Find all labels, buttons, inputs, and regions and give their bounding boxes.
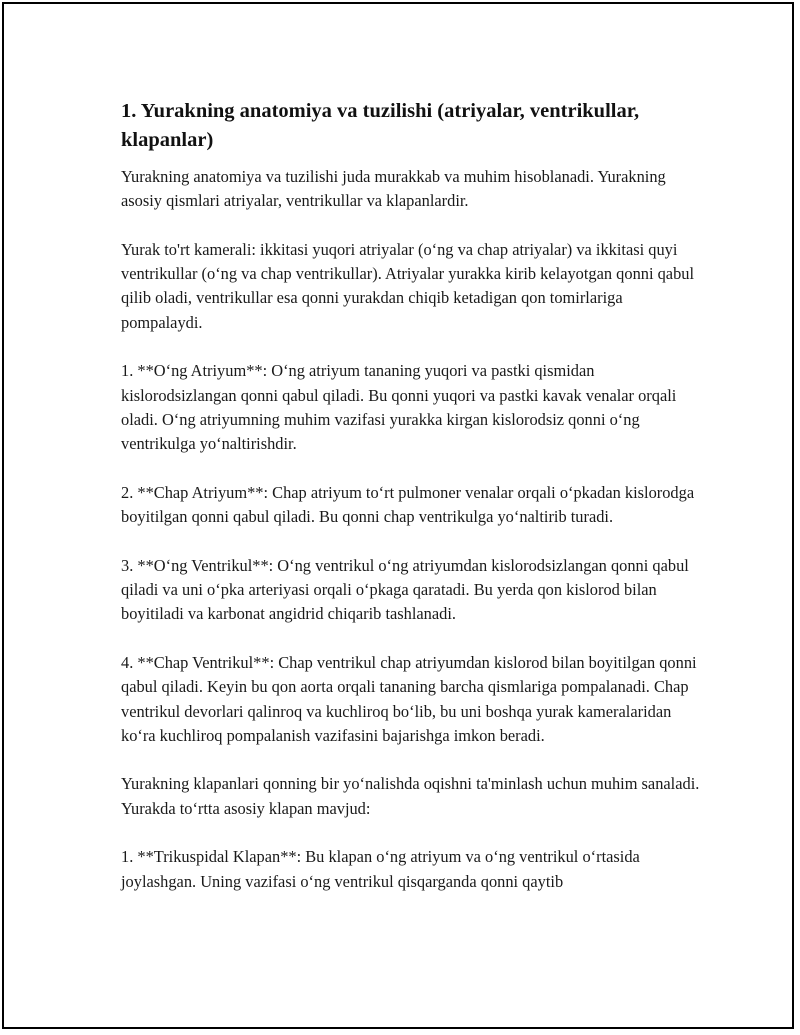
paragraph-left-atrium: 2. **Chap Atriyum**: Chap atriyum to‘rt pulmoner venalar orqali o‘pkadan kislorodga boyitilgan qonni qabul qiladi. Bu qonni chap ventrikulga yo‘naltirib turadi. — [121, 482, 695, 527]
paragraph-tricuspid-valve: 1. **Trikuspidal Klapan**: Bu klapan o‘ng atriyum va o‘ng ventrikul o‘rtasida joylashgan. Uning vazifasi o‘ng ventrikul qisqarganda qonni qaytib — [121, 847, 640, 891]
page — [2, 2, 794, 1029]
paragraph-right-ventricle: 3. **O‘ng Ventrikul**: O‘ng ventrikul o‘ng atriyumdan kislorodsizlangan qonni qabul qiladi va uni o‘pka arteriyasi orqali o‘pkaga qaratadi. Bu yerda qon kislorod bilan boyitiladi va karbonat angidrid chiqarib tashlanadi. — [121, 555, 689, 624]
paragraph-chambers: Yurak to'rt kamerali: ikkitasi yuqori atriyalar (o‘ng va chap atriyalar) va ikkitasi quyi ventrikullar (o‘ng va chap ventrikullar). Atriyalar yurakka kirib kelayotgan qonni qabul qilib oladi, ventrikullar esa qonni yurakdan chiqib ketadigan qon tomirlariga pompalaydi. — [121, 239, 695, 332]
paragraph-intro: Yurakning anatomiya va tuzilishi juda murakkab va muhim hisoblanadi. Yurakning asosiy qismlari atriyalar, ventrikullar va klapanlardir. — [121, 167, 666, 211]
paragraph-valves-intro: Yurakning klapanlari qonning bir yo‘nalishda oqishni ta'minlash uchun muhim sanaladi. Yurakda to‘rtta asosiy klapan mavjud: — [121, 774, 700, 818]
paragraph-left-ventricle: 4. **Chap Ventrikul**: Chap ventrikul chap atriyumdan kislorod bilan boyitilgan qonni qabul qiladi. Keyin bu qon aorta orqali tananing barcha qismlariga pompalanadi. Chap ventrikul devorlari qalinroq va kuchliroq bo‘lib, bu uni boshqa yurak kameralaridan ko‘ra kuchliroq pompalanish vazifasini bajarishga imkon beradi. — [121, 652, 697, 745]
document-body — [121, 97, 701, 894]
paragraph-right-atrium: 1. **O‘ng Atriyum**: O‘ng atriyum tananing yuqori va pastki qismidan kislorodsizlangan qonni qabul qiladi. Bu qonni yuqori va pastki kavak venalar orqali oladi. O‘ng atriyumning muhim vazifasi yurakka kirgan kislorodsiz qonni o‘ng ventrikulga yo‘naltirishdir. — [121, 361, 677, 454]
page-title: 1. Yurakning anatomiya va tuzilishi (atriyalar, ventrikullar, klapanlar) — [121, 100, 640, 151]
